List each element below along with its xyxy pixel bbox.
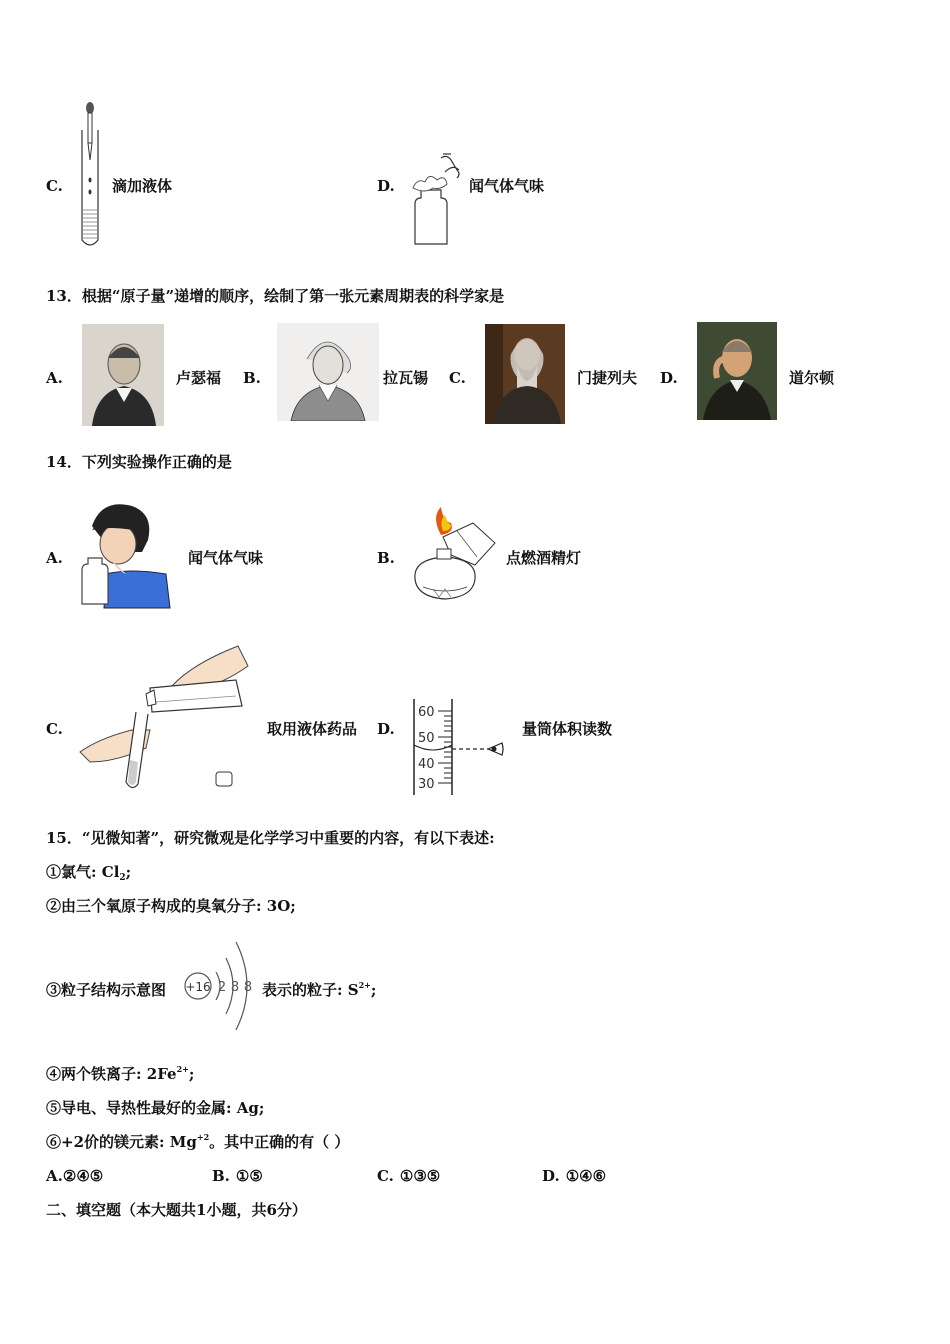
smelling-gas-bottle-illustration [405,152,475,252]
lighting-alcohol-lamp-illustration [405,505,501,607]
q15-choice-c: C. ①③⑤ [377,1167,441,1185]
rutherford-portrait [82,324,164,426]
q13-option-b-text: 拉瓦锡 [383,369,429,387]
q15-item-2: ②由三个氧原子构成的臭氧分子: 3O; [46,897,296,915]
child-smelling-bottle-illustration [78,500,170,608]
q13-option-b-letter: B. [243,369,261,387]
q15-choice-b: B. ①⑤ [212,1167,263,1185]
section-2-heading: 二、填空题（本大题共1小题，共6分） [46,1201,307,1219]
cylinder-tick-50: 50 [418,731,435,746]
q13-option-d-text: 道尔顿 [789,369,835,387]
dropper-test-tube-illustration [72,100,112,250]
graduated-cylinder-reading-illustration [408,697,518,797]
q12-option-d-text: 闻气体气味 [469,177,545,195]
q14-option-b-letter: B. [377,549,395,567]
q15-item-1: ①氯气: $Cl_2$; [46,863,132,883]
q15-choice-a: A.②④⑤ [46,1167,104,1185]
q13-option-a-text: 卢瑟福 [176,369,222,387]
q13-stem: 13．根据“原子量”递增的顺序，绘制了第一张元素周期表的科学家是 [46,287,505,305]
pouring-liquid-illustration [76,642,252,792]
q15-choice-d: D. ①④⑥ [542,1167,607,1185]
nucleus-charge: +16 [185,980,211,994]
q14-option-a-text: 闻气体气味 [188,549,264,567]
cylinder-tick-60: 60 [418,705,435,720]
q12-option-d-letter: D. [377,177,395,195]
cylinder-tick-40: 40 [418,757,435,772]
q13-option-a-letter: A. [46,369,63,387]
q15-item-4: ④两个铁离子: $2Fe^{2+}$; [46,1064,195,1083]
q12-option-c-text: 滴加液体 [112,177,173,195]
shell-1-electrons: 2 [217,980,227,995]
shell-2-electrons: 8 [230,980,240,995]
q14-option-d-letter: D. [377,720,395,738]
q15-item-3-suffix: 表示的粒子: $S^{2+}$; [262,980,377,999]
q14-option-d-text: 量筒体积读数 [522,720,613,738]
q13-option-c-text: 门捷列夫 [577,369,638,387]
cylinder-tick-30: 30 [418,777,435,792]
shell-3-electrons: 8 [243,980,253,995]
q14-stem: 14．下列实验操作正确的是 [46,453,232,471]
q13-option-c-letter: C. [449,369,466,387]
q15-stem: 15．“见微知著”，研究微观是化学学习中重要的内容，有以下表述: [46,829,495,847]
q15-item-5: ⑤导电、导热性最好的金属: Ag; [46,1099,265,1117]
q13-option-d-letter: D. [660,369,678,387]
dalton-portrait [697,322,777,420]
q14-option-a-letter: A. [46,549,63,567]
q14-option-c-text: 取用液体药品 [267,720,358,738]
q14-option-c-letter: C. [46,720,63,738]
q15-item-3-prefix: ③粒子结构示意图 [46,981,167,999]
lavoisier-portrait [277,323,379,421]
mendeleev-portrait [485,324,565,424]
q12-option-c-letter: C. [46,177,63,195]
sulfur-ion-structure-diagram [182,936,262,1036]
q14-option-b-text: 点燃酒精灯 [506,549,582,567]
q15-item-6: ⑥+2价的镁元素: $Mg^{+2}$。其中正确的有（ ） [46,1132,350,1151]
